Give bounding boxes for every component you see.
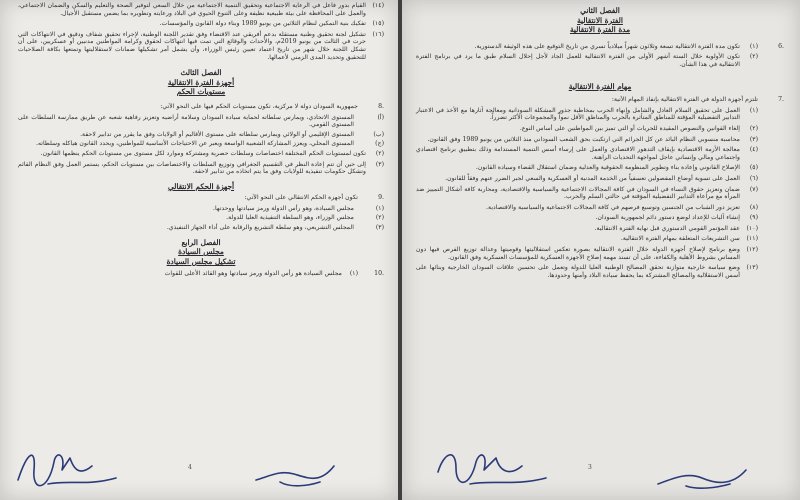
page-number: 4 bbox=[188, 464, 192, 472]
document-page-4 bbox=[0, 0, 398, 500]
chapter-label: الفصل الرابع bbox=[181, 237, 221, 247]
list-item bbox=[18, 161, 384, 176]
chapter-2-heading bbox=[416, 6, 784, 35]
chapter-subtitle: مستويات الحكم bbox=[176, 87, 226, 97]
item-number: (١) bbox=[349, 270, 358, 278]
section-title: أجهزة الحكم الانتقالي bbox=[167, 181, 235, 191]
item-number: (ج) bbox=[375, 140, 384, 148]
list-item bbox=[18, 224, 384, 232]
chapter-subtitle: تشكيل مجلس السيادة bbox=[166, 256, 236, 266]
item-number: (٢) bbox=[749, 124, 758, 132]
item-number: (٣) bbox=[749, 135, 758, 143]
tasks-heading bbox=[416, 82, 784, 92]
item-number: (٧) bbox=[749, 185, 758, 193]
chapter-title: أجهزة الفترة الانتقالية bbox=[167, 77, 235, 87]
item-text: وضع سياسة خارجية متوازنة تحقق المصالح الوطنية العليا للدولة وتعمل على تحسين علاقات السودان الخارجية وبنائها على أسس الاستقلالية والمصالح المشتركة بما يحفظ سيادة البلاد وأمنها وحدودها. bbox=[416, 264, 740, 279]
list-item bbox=[416, 125, 758, 133]
signature-mark bbox=[250, 458, 340, 492]
item-text: عقد المؤتمر القومي الدستوري قبل نهاية الفترة الانتقالية. bbox=[594, 224, 740, 232]
item-text: معالجة الأزمة الاقتصادية بإيقاف التدهور الاقتصادي والعمل على إرساء أسس التنمية المستدامة وذلك بتطبيق برنامج اقتصادي واجتماعي ومالي وإنساني عاجل لمواجهة التحديات الراهنة. bbox=[416, 146, 740, 161]
chapter-subtitle: مدة الفترة الانتقالية bbox=[569, 25, 631, 35]
section-title: مهام الفترة الانتقالية bbox=[568, 81, 632, 91]
item-text: الإصلاح القانوني وإعادة بناء وتطوير المنظومة الحقوقية والعدلية وضمان استقلال القضاء وسيادة القانون. bbox=[475, 164, 740, 172]
list-item bbox=[416, 264, 758, 279]
item-number: (١) bbox=[375, 204, 384, 212]
item-text: إلى حين أن تتم إعادة النظر في التقسيم الجغرافي وتوزيع السلطات والاختصاصات بين مستويات الحكم، يستمر العمل وفق النظام القائم وتشكل حكومات تنفيذية للولايات وفق ما يتم اتخاذه من تدابير لاحقة. bbox=[18, 160, 366, 176]
item-number: (٢) bbox=[375, 149, 384, 157]
list-item bbox=[416, 53, 758, 68]
item-text: المستوى الاتحادي، ويمارس سلطاته لحماية سيادة السودان وسلامة أراضيه وتعزيز رفاهية شعبه عن طريق ممارسة السلطات على المستوى القومي. bbox=[18, 113, 354, 129]
article-number: .10 bbox=[374, 270, 384, 278]
list-item bbox=[18, 2, 384, 17]
article-intro: تكون أجهزة الحكم الانتقالي على النحو الآتي: bbox=[244, 194, 358, 202]
item-number: (٣) bbox=[375, 224, 384, 232]
article-10 bbox=[18, 270, 384, 278]
item-text: القيام بدور فاعل في الرعاية الاجتماعية وتحقيق التنمية الاجتماعية من خلال السعي لتوفير الصحة والتعليم والسكن والضمان الاجتماعي، والعمل على المحافظة على بيئة طبيعية نظيفة وعلى التنوع الحيوي في البلاد ورعايته وتطويره بما يضمن مستقبل الأجيال. bbox=[18, 2, 366, 17]
item-text: سن التشريعات المتعلقة بمهام الفترة الانتقالية. bbox=[620, 235, 740, 243]
article-7 bbox=[416, 96, 784, 282]
list-item bbox=[416, 235, 758, 243]
article-number: .9 bbox=[378, 194, 384, 202]
list-item bbox=[18, 140, 384, 148]
page-number: 3 bbox=[588, 464, 592, 472]
item-text: محاسبة منسوبي النظام البائد عن كل الجرائم التي ارتكبت بحق الشعب السوداني منذ الثلاثين من يونيو 1989 وفق القانون. bbox=[427, 135, 740, 143]
item-number: (٦) bbox=[749, 174, 758, 182]
item-number: (١٢) bbox=[746, 246, 758, 254]
article-intro: جمهورية السودان دولة لا مركزية، تكون مستويات الحكم فيها على النحو الآتي: bbox=[160, 102, 358, 110]
list-item bbox=[416, 146, 758, 161]
chapter-title: الفترة الانتقالية bbox=[577, 15, 623, 25]
chapter-label: الفصل الثالث bbox=[180, 68, 222, 78]
item-number: (٥) bbox=[749, 164, 758, 172]
item-text: العمل على تحقيق السلام العادل والشامل وإنهاء الحرب بمخاطبة جذور المشكلة السودانية ومعالجة آثارها مع الأخذ في الاعتبار التدابير التفضيلية المؤقتة للمناطق المتأثرة بالحرب والمناطق الأقل نمواً والمجموعات الأكثر تضرراً. bbox=[416, 106, 740, 122]
item-text: إنشاء آليات للإعداد لوضع دستور دائم لجمهورية السودان. bbox=[595, 214, 740, 222]
item-number: (٨) bbox=[749, 203, 758, 211]
top-items-list bbox=[18, 2, 384, 61]
chapter-4-heading bbox=[18, 238, 384, 267]
item-text: تعزيز دور الشباب من الجنسين وتوسيع فرصهم في كافة المجالات الاجتماعية والسياسية والاقتصادية. bbox=[486, 203, 740, 211]
item-text: ضمان وتعزيز حقوق النساء في السودان في كافة المجالات الاجتماعية والسياسية والاقتصادية، ومحاربة كافة أشكال التمييز ضد المرأة مع مراعاة التدابير التفضيلية المؤقتة في حالتي السلم والحرب. bbox=[416, 185, 740, 201]
list-item bbox=[416, 175, 758, 183]
item-number: (١٣) bbox=[746, 264, 758, 272]
chapter-3-heading bbox=[18, 68, 384, 97]
list-item bbox=[18, 205, 384, 213]
list-item bbox=[18, 114, 384, 129]
chapter-title: مجلس السيادة bbox=[178, 247, 224, 257]
signature-mark bbox=[8, 440, 128, 496]
organs-heading bbox=[18, 182, 384, 192]
article-8 bbox=[18, 103, 384, 111]
article-6 bbox=[416, 43, 784, 72]
item-text: مجلس الوزراء، وهو السلطة التنفيذية العليا للدولة. bbox=[226, 214, 354, 222]
item-number: (٣) bbox=[375, 160, 384, 168]
list-item bbox=[18, 150, 384, 158]
list-item bbox=[416, 164, 758, 172]
item-number: (١٥) bbox=[372, 20, 384, 28]
list-item bbox=[416, 186, 758, 201]
article-intro: تلتزم أجهزة الدولة في الفترة الانتقالية بإنفاذ المهام الآتية: bbox=[611, 96, 758, 104]
signature-mark bbox=[652, 460, 752, 494]
signature-mark bbox=[426, 438, 556, 496]
list-item bbox=[416, 204, 758, 212]
item-text: العمل على تسوية أوضاع المفصولين تعسفياً من الخدمة المدنية أو العسكرية والسعي لجبر الضرر عنهم وفقاً للقانون. bbox=[445, 174, 740, 182]
item-number: (١) bbox=[749, 42, 758, 50]
article-9 bbox=[18, 194, 384, 202]
item-number: (٩) bbox=[749, 214, 758, 222]
list-item bbox=[416, 225, 758, 233]
list-item bbox=[18, 131, 384, 139]
item-number: (١٤) bbox=[372, 2, 384, 9]
item-number: (أ) bbox=[377, 113, 384, 121]
list-item bbox=[416, 214, 758, 222]
list-item bbox=[18, 20, 384, 28]
item-number: (١٠) bbox=[746, 224, 758, 232]
article-number: .8 bbox=[378, 102, 384, 110]
item-number: (١١) bbox=[746, 235, 758, 243]
item-number: (١٦) bbox=[372, 30, 384, 38]
document-page-3 bbox=[402, 0, 800, 500]
item-text: تكون الأولوية خلال الستة أشهر الأولى من الفترة الانتقالية للعمل الجاد لأجل إحلال السلام طبق ما يرد في برنامج الفترة الانتقالية في هذا الشأن. bbox=[416, 53, 740, 68]
item-text: تكون مدة الفترة الانتقالية تسعة وثلاثون شهراً ميلادياً تسري من تاريخ التوقيع على هذه الوثيقة الدستورية. bbox=[474, 42, 740, 50]
article-number: .7 bbox=[778, 96, 784, 104]
item-text: المستوى المحلي، ويعزز المشاركة الشعبية الواسعة ويعبر عن الاحتياجات الأساسية للمواطنين، ويحدد القانون هياكله وسلطاته. bbox=[35, 140, 354, 148]
item-text: تفكيك بنية التمكين لنظام الثلاثين من يونيو 1989 وبناء دولة القانون والمؤسسات. bbox=[159, 20, 366, 28]
item-number: (٢) bbox=[375, 214, 384, 222]
item-text: المجلس التشريعي، وهو سلطة التشريع والرقابة على أداء الجهاز التنفيذي. bbox=[166, 224, 354, 232]
list-item bbox=[416, 136, 758, 144]
list-item bbox=[416, 246, 758, 261]
list-item bbox=[18, 31, 384, 61]
item-text: تشكيل لجنة تحقيق وطنية مستقلة بدعم أفريقي عند الاقتضاء وفق تقدير اللجنة الوطنية، لإجراء تحقيق شفاف ودقيق في الانتهاكات التي جرت في الثالث من يونيو 2019م، والأحداث والوقائع التي تمت فيها انتهاكات لحقوق وكرامة المواطنين مدنيين أو عسكريين، على أن تشكل اللجنة خلال شهر من تاريخ اعتماد تعيين رئيس الوزراء، وأن يشمل أمر تشكيلها ضمانات لاستقلاليتها وتمتعها بكافة الصلاحيات للتحقيق وتحديد المدى الزمني لأعمالها. bbox=[18, 30, 366, 61]
list-item bbox=[416, 43, 758, 51]
item-text: مجلس السيادة، وهو رأس الدولة ورمز سيادتها ووحدتها. bbox=[213, 204, 354, 212]
item-number: (ب) bbox=[373, 130, 384, 138]
item-text: المستوى الإقليمي أو الولائي ويمارس سلطاته على مستوى الأقاليم أو الولايات وفق ما يقرر من تدابير لاحقة. bbox=[80, 130, 354, 138]
article-number: .6 bbox=[778, 42, 784, 50]
list-item bbox=[18, 214, 384, 222]
item-text: مجلس السيادة هو رأس الدولة ورمز سيادتها وهو القائد الأعلى للقوات bbox=[164, 270, 342, 278]
item-text: وضع برنامج لإصلاح أجهزة الدولة خلال الفترة الانتقالية بصورة تعكس استقلاليتها وقوميتها وعدالة توزيع الفرص فيها دون المساس بشروط الأهلية والكفاءة، على أن تسند مهمة إصلاح الأجهزة العسكرية للمؤسسات العسكرية وفق القانون. bbox=[416, 246, 740, 261]
item-number: (١) bbox=[749, 106, 758, 114]
item-text: تكون لمستويات الحكم المختلفة اختصاصات وسلطات حصرية ومشتركة وموارد لكل مستوى من مستويات الحكم ينظمها القانون. bbox=[40, 149, 366, 157]
item-number: (٢) bbox=[749, 53, 758, 61]
item-number: (٤) bbox=[749, 146, 758, 154]
chapter-label: الفصل الثاني bbox=[580, 6, 620, 15]
item-text: إلغاء القوانين والنصوص المقيدة للحريات أو التي تميز بين المواطنين على أساس النوع. bbox=[519, 124, 740, 132]
list-item bbox=[416, 107, 758, 122]
